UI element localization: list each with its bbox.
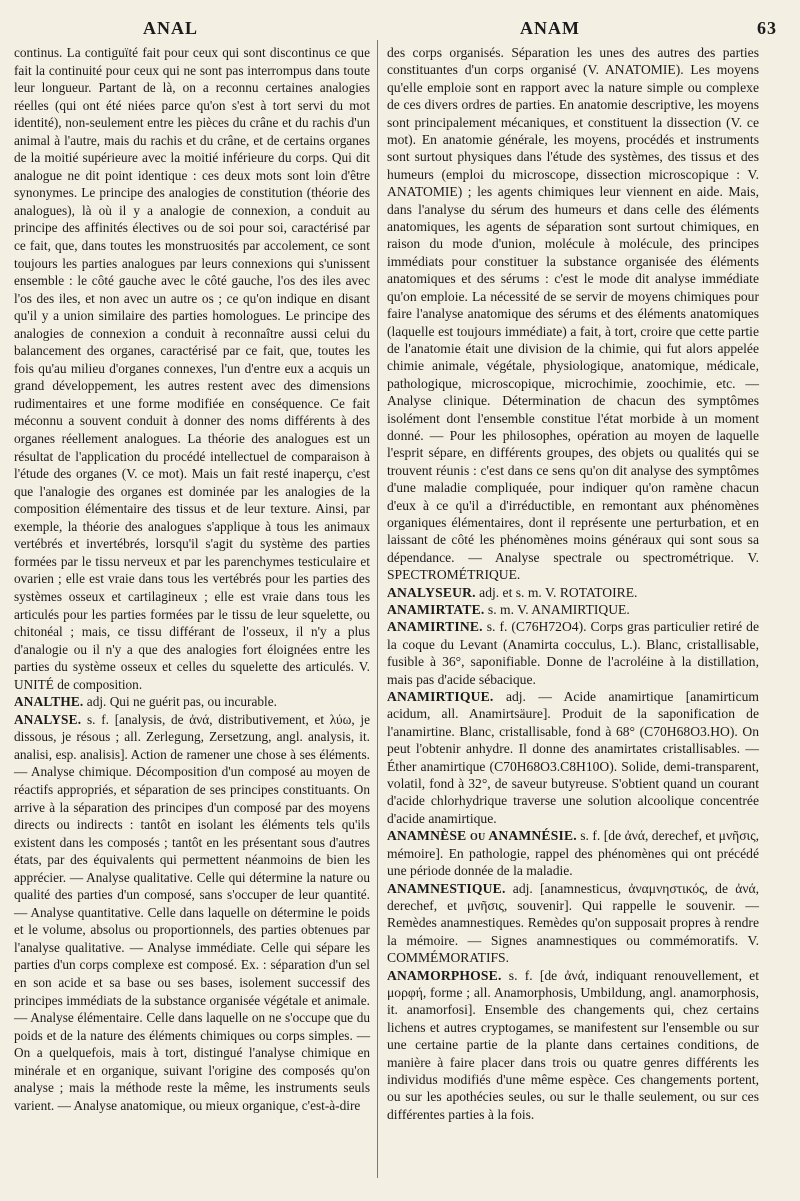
definition: s. f. [de ἀνά, indiquant renouvellement, et μορφή, forme ; all. Anamorphosis, Umbildung, angl. anamorphosis, it. anamorfosi]. Ensemble des changements qui, chez certains lichens et autres cryptogames, se manifestent sur l'ensemble ou sur une certaine partie de la plante dans certaines conditions, de manière à faire placer dans trois ou quatre genres différents les individus modifiés d'une même espèce. Ces changements portent, ou sur les apothécies seules, ou sur le thalle seulement, ou sur ces différentes parties à la fois. xyxy=(387,967,759,1122)
entry-anamnestique xyxy=(387,880,759,967)
entry-analyseur xyxy=(387,584,759,601)
definition: s. f. (C76H72O4). Corps gras particulier retiré de la coque du Levant (Anamirta cocculus, L.). Blanc, cristallisable, fusible à 36°, saponifiable. Donne de l'acroléine à la distillation, mais pas d'acide sébacique. xyxy=(387,619,759,687)
definition: s. f. [de ἀνά, derechef, et μνῆσις, mémoire]. En pathologie, rappel des phénomènes qui ont précédé une période donnée de la maladie. xyxy=(387,828,759,879)
left-column xyxy=(14,44,370,1114)
entry-anamorphose xyxy=(387,967,759,1124)
entry-anamirtique xyxy=(387,688,759,827)
running-head-left: ANAL xyxy=(143,18,199,38)
right-column xyxy=(387,44,759,1123)
headword: ANAMORPHOSE. xyxy=(387,967,502,983)
definition: adj. Qui ne guérit pas, ou incurable. xyxy=(86,694,277,710)
continuation-paragraph: continus. La contiguïté fait pour ceux qui sont discontinus ce que fait la continuité pour ceux qui ne sont pas interrompus dans toute leur longueur. Partant de là, on a reconnu certaines analogies réelles (qui ont été niées parce qu'on s'est à tort servi du mot identité), non-seulement entre les pièces du crâne et du rachis d'un animal à l'autre, mais du rachis et du crâne, et de certains organes de la moitié supérieure avec la moitié inférieure du corps. Qui dit analogue ne dit point identique : ces deux mots sont loin d'être synonymes. Le principe des analogies de constitution (théorie des analogues), là où il y a analogie de connexion, a conduit au principe des affinités électives ou de soi pour soi, caractérisé par ce fait, que, dans toutes les monstruosités par accolement, ce sont toujours les parties analogues par leurs connexions qui s'unissent ensemble : le côté gauche avec le côté gauche, l'os des iles avec l'os des iles, et non avec un autre os ; ce qu'on indique en disant qu'il y a union similaire des parties homologues. Le principe des analogies de connexion a conduit à reconnaître aussi celui du balancement des organes, caractérisé par ce fait, que, toutes les fois qu'au milieu d'organes connexes, l'un d'entre eux a acquis un grand développement, les autres restent avec des dimensions rudimentaires et une forme modifiée en conséquence. Ce fait méconnu a souvent conduit à donner des noms différents à des organes réellement analogues. La théorie des analogues est un résultat de l'application du procédé intellectuel de comparaison à l'étude des organes (V. ce mot). Mais un fait resté inaperçu, c'est que l'analogie des organes est dominée par les analogies de la composition élémentaire des tissus et de leur texture. Ainsi, par exemple, la théorie des analogues s'applique à tous les animaux vertébrés et invertébrés, lorsqu'il s'agit du système des parties formées par le tissu nerveux et par les parenchymes testiculaire et ovarien ; elle est vraie dans tous les vertébrés pour les parties des systèmes osseux et cartilagineux ; elle est vraie dans tous les articulés pour les parties formées par le tissu de leur squelette, ou chitonéal ; mais, ce tissu différant de l'osseux, il n'y a plus d'analogie ou il n'y a que des analogies fort éloignées entre les parties du système osseux et celles du squelette des articulés. V. UNITÉ de composition. xyxy=(14,45,370,692)
headword: ANAMNESTIQUE. xyxy=(387,880,506,896)
headword: ANALYSE. xyxy=(14,711,82,727)
definition: adj. — Acide anamirtique [anamirticum acidum, all. Anamirtsäure]. Produit de la saponification de l'anamirtine. Blanc, cristallisable, fond à 68° (C70H68O3.HO). On peut l'obtenir anhydre. Il donne des anamirtates cristallisables. — Éther anamirtique (C70H68O3.C8H10O). Solide, demi-transparent, volatil, fond à 32°, de saveur butyreuse. S'obtient quand un courant d'acide chlorhydrique traverse une solution alcoolique concentrée d'acide anamirtique. xyxy=(387,689,759,826)
page-number: 63 xyxy=(757,18,777,38)
definition: s. f. [analysis, de ἀνά, distributivement, et λύω, je dissous, je résous ; all. Zerlegung, Zersetzung, angl. analysis, it. analisi, esp. analisis]. Action de ramener une chose à ses éléments. — Analyse chimique. Décomposition d'un composé au moyen de réactifs appropriés, et séparation de ses principes constituants. On arrive à la séparation des principes d'un composé par des moyens directs ou indirects : tantôt en isolant les éléments tels qu'ils existent dans les composés ; tantôt en les présentant sous d'autres états, par des équivalents qui permettent néanmoins de bien les apprécier. — Analyse qualitative. Celle qui détermine la nature ou qualité des parties d'un composé, sans s'occuper de leur quantité. — Analyse quantitative. Celle dans laquelle on détermine le poids et le volume, absolus ou proportionnels, des parties obtenues par l'analyse qualitative. — Analyse immédiate. Celle qui sépare les parties d'un corps complexe est composé. Ex. : séparation d'un sel en son acide et sa base ou ses bases, isolement successif des principes immédiats de la substance organisée végétale et animale. — Analyse élémentaire. Celle dans laquelle on ne s'occupe que du poids et de la nature des éléments chimiques ou corps simples. — On a quelquefois, mais à tort, distingué l'analyse chimique en minérale et en organique, suivant l'origine des composés qu'on analyse ; mais la méthode reste la même, les instruments seuls varient. — Analyse anatomique, ou mieux organique, c'est-à-dire xyxy=(14,711,371,1113)
entry-analthe xyxy=(14,693,370,711)
headword: ANAMNÈSE ou ANAMNÉSIE. xyxy=(387,828,577,844)
entry-anamirtine xyxy=(387,618,759,688)
headword: ANAMIRTINE. xyxy=(387,619,483,635)
entry-analyse xyxy=(14,711,370,1115)
definition: adj. et s. m. V. ROTATOIRE. xyxy=(479,584,638,600)
column-divider xyxy=(377,40,378,1178)
running-head-right: ANAM xyxy=(520,18,580,38)
definition: s. m. V. ANAMIRTIQUE. xyxy=(487,602,630,617)
headword: ANAMIRTIQUE. xyxy=(387,689,494,705)
headword: ANALTHE. xyxy=(14,694,84,710)
headword: ANAMIRTATE. xyxy=(387,602,485,617)
entry-anamirtate xyxy=(387,601,759,618)
headword: ANALYSEUR. xyxy=(387,584,476,600)
definition: adj. [anamnesticus, ἀναμνηστικός, de ἀνά, derechef, et μνῆσις, souvenir]. Qui rappelle le souvenir. — Remèdes anamnestiques. Remèdes qu'on supposait propres à rendre la mémoire. — Signes anamnestiques ou commémoratifs. V. COMMÉMORATIFS. xyxy=(387,880,759,966)
continuation-paragraph: des corps organisés. Séparation les unes des autres des parties constituantes d'un corps organisé (V. ANATOMIE). Les moyens qu'elle emploie sont en rapport avec la nature simple ou complexe de ces divers ordres de parties. En anatomie descriptive, les moyens sont principalement mécaniques, et constituent la dissection (V. ce mot). En anatomie générale, les moyens, procédés et instruments sont surtout physiques dans l'étude des systèmes, des tissus et des humeurs (emploi du microscope, dissection microscopique : V. ANATOMIE) ; les agents chimiques leur viennent en aide. Mais, dans l'analyse du sérum des humeurs et dans celle des éléments anatomiques, les agents de séparation sont surtout chimiques, en raison du mode d'union, molécule à molécule, des principes immédiats pour constituer la substance organisée des éléments anatomiques et des sérums : c'est le mode dit analyse immédiate qu'on emploie. La nécessité de se servir de moyens chimiques pour faire l'analyse anatomique des sérums et des éléments anatomiques (laquelle est toujours immédiate) a fait, à tort, croire que cette partie de l'anatomie était une division de la chimie, qui fut alors appelée chimie animale, végétale, physiologique, anatomique, médicale, pathologique, microscopique, microchimie, zoochimie, etc. — Analyse clinique. Détermination de chacun des symptômes isolément dont l'ensemble constitue l'état morbide à un moment donné. — Pour les philosophes, opération au moyen de laquelle l'esprit sépare, en différents groupes, des objets ou qualités qui se trouvent réunis : c'est dans ce sens qu'on dit analyse des symptômes d'une maladie compliquée, pour indiquer qu'on ramène chacun d'eux à ce qu'il a d'irréductible, en remontant aux phénomènes organiques élémentaires, dont il représente une perturbation, et en laissant de côté les phénomènes moins généraux qui sont sous sa dépendance. — Analyse spectrale ou spectrométrique. V. SPECTROMÉTRIQUE. xyxy=(387,45,759,583)
entry-anamnese xyxy=(387,827,759,879)
